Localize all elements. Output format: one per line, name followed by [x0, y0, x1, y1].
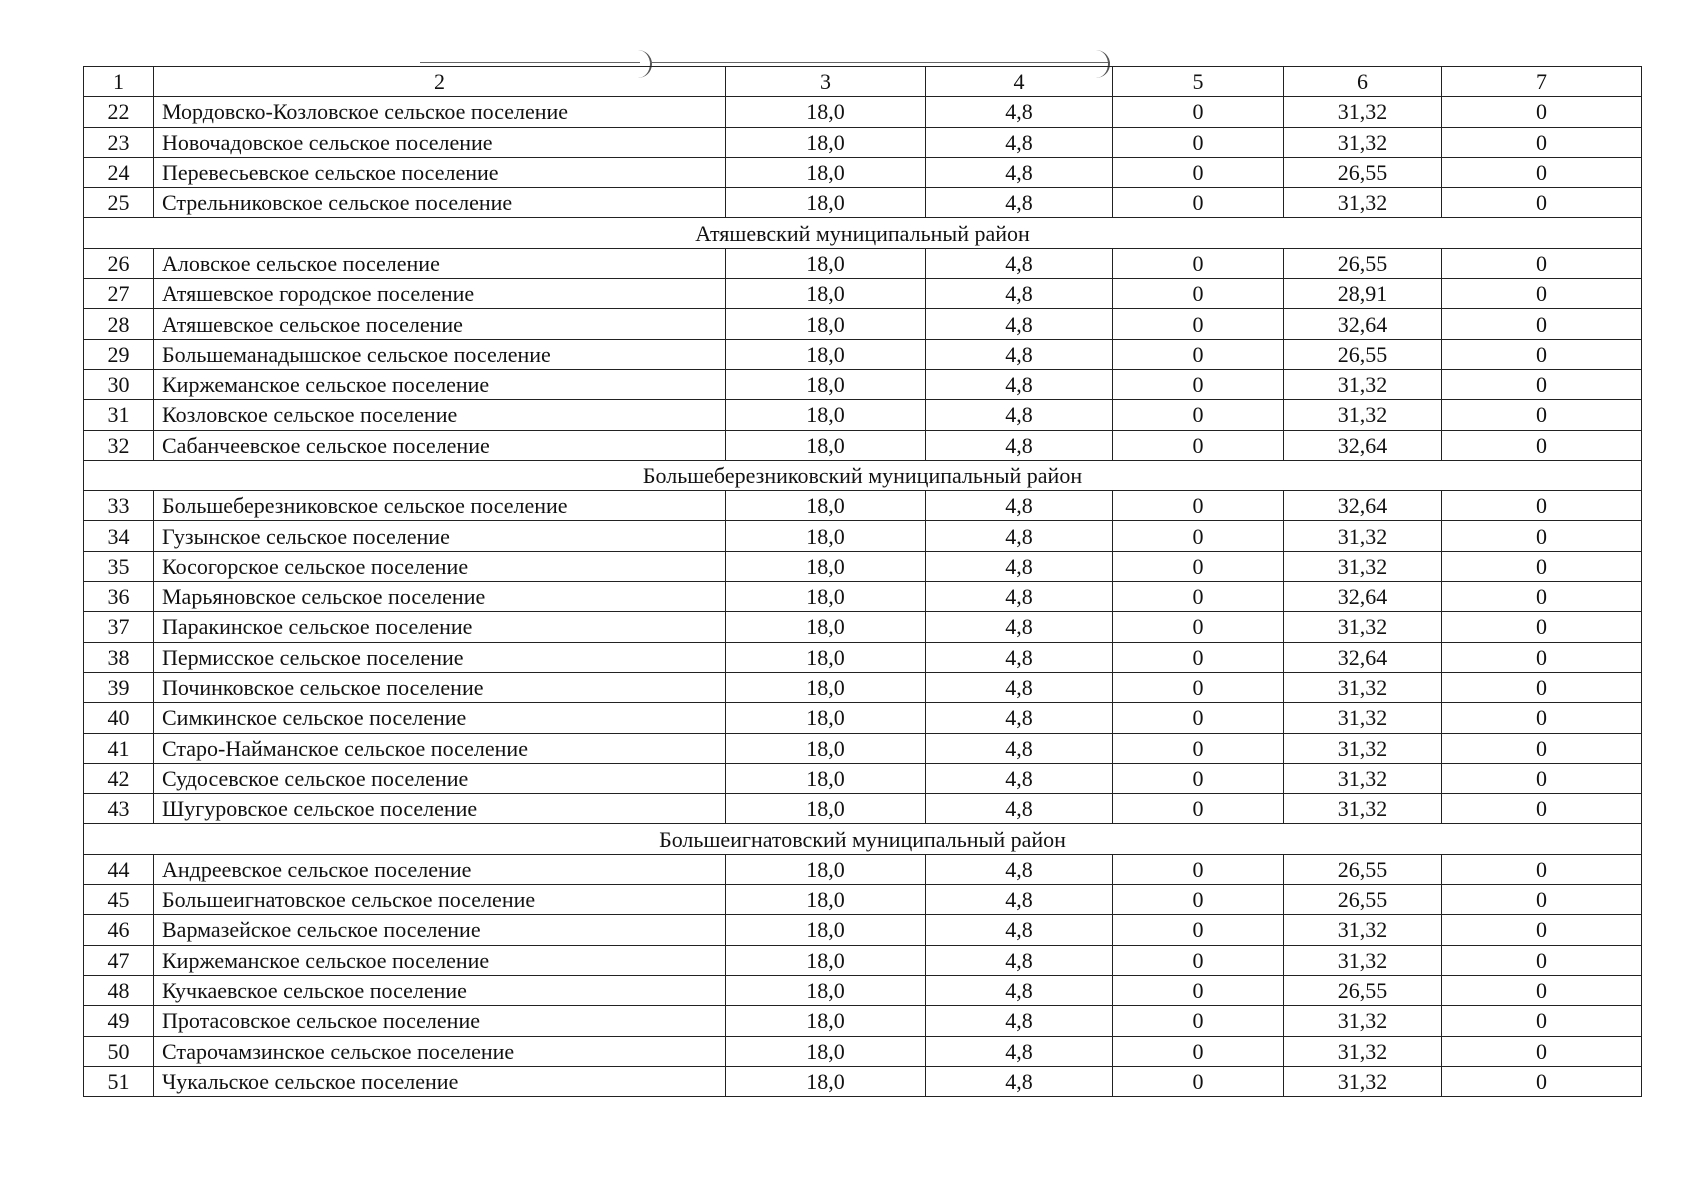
district-title: Большеигнатовский муниципальный район — [84, 824, 1642, 854]
row-number: 29 — [84, 339, 154, 369]
col-4-value: 4,8 — [926, 885, 1113, 915]
col-3-value: 18,0 — [726, 1006, 926, 1036]
row-number: 37 — [84, 612, 154, 642]
settlement-name: Атяшевское сельское поселение — [154, 309, 726, 339]
col-7-value: 0 — [1442, 157, 1642, 187]
table-row — [84, 975, 1642, 1005]
table-row — [84, 248, 1642, 278]
col-6-value: 31,32 — [1284, 945, 1442, 975]
table-row — [84, 945, 1642, 975]
table-header-row — [84, 67, 1642, 97]
row-number: 27 — [84, 279, 154, 309]
col-6-value: 31,32 — [1284, 551, 1442, 581]
col-3-value: 18,0 — [726, 309, 926, 339]
col-4-value: 4,8 — [926, 1006, 1113, 1036]
col-7-value: 0 — [1442, 309, 1642, 339]
col-6-value: 26,55 — [1284, 157, 1442, 187]
col-7-value: 0 — [1442, 642, 1642, 672]
row-number: 47 — [84, 945, 154, 975]
col-5-value: 0 — [1113, 672, 1284, 702]
col-4-value: 4,8 — [926, 794, 1113, 824]
col-3-value: 18,0 — [726, 551, 926, 581]
header-cell-7: 7 — [1442, 67, 1642, 97]
col-5-value: 0 — [1113, 157, 1284, 187]
col-4-value: 4,8 — [926, 854, 1113, 884]
table-row — [84, 400, 1642, 430]
data-table — [83, 66, 1642, 1097]
col-5-value: 0 — [1113, 763, 1284, 793]
col-7-value: 0 — [1442, 369, 1642, 399]
col-4-value: 4,8 — [926, 703, 1113, 733]
settlement-name: Мордовско-Козловское сельское поселение — [154, 97, 726, 127]
row-number: 35 — [84, 551, 154, 581]
col-7-value: 0 — [1442, 97, 1642, 127]
col-6-value: 31,32 — [1284, 763, 1442, 793]
col-4-value: 4,8 — [926, 915, 1113, 945]
header-cell-3: 3 — [726, 67, 926, 97]
row-number: 25 — [84, 188, 154, 218]
district-title: Большеберезниковский муниципальный район — [84, 460, 1642, 490]
col-7-value: 0 — [1442, 733, 1642, 763]
col-5-value: 0 — [1113, 1006, 1284, 1036]
col-3-value: 18,0 — [726, 794, 926, 824]
col-7-value: 0 — [1442, 763, 1642, 793]
district-title: Атяшевский муниципальный район — [84, 218, 1642, 248]
row-number: 43 — [84, 794, 154, 824]
col-3-value: 18,0 — [726, 521, 926, 551]
col-6-value: 31,32 — [1284, 1066, 1442, 1096]
col-4-value: 4,8 — [926, 551, 1113, 581]
row-number: 49 — [84, 1006, 154, 1036]
settlement-name: Судосевское сельское поселение — [154, 763, 726, 793]
col-6-value: 32,64 — [1284, 309, 1442, 339]
row-number: 50 — [84, 1036, 154, 1066]
settlement-name: Андреевское сельское поселение — [154, 854, 726, 884]
col-5-value: 0 — [1113, 339, 1284, 369]
col-7-value: 0 — [1442, 794, 1642, 824]
table-row — [84, 794, 1642, 824]
col-3-value: 18,0 — [726, 1036, 926, 1066]
district-header-row — [84, 460, 1642, 490]
col-4-value: 4,8 — [926, 1036, 1113, 1066]
col-5-value: 0 — [1113, 1066, 1284, 1096]
col-7-value: 0 — [1442, 551, 1642, 581]
col-4-value: 4,8 — [926, 733, 1113, 763]
col-6-value: 31,32 — [1284, 672, 1442, 702]
col-5-value: 0 — [1113, 430, 1284, 460]
settlement-name: Большеберезниковское сельское поселение — [154, 491, 726, 521]
col-3-value: 18,0 — [726, 672, 926, 702]
col-5-value: 0 — [1113, 521, 1284, 551]
table-row — [84, 582, 1642, 612]
col-6-value: 28,91 — [1284, 279, 1442, 309]
col-4-value: 4,8 — [926, 248, 1113, 278]
col-5-value: 0 — [1113, 188, 1284, 218]
row-number: 22 — [84, 97, 154, 127]
settlement-name: Пермисское сельское поселение — [154, 642, 726, 672]
col-6-value: 31,32 — [1284, 1006, 1442, 1036]
col-4-value: 4,8 — [926, 97, 1113, 127]
col-3-value: 18,0 — [726, 279, 926, 309]
table-row — [84, 1006, 1642, 1036]
table-row — [84, 279, 1642, 309]
col-3-value: 18,0 — [726, 339, 926, 369]
col-4-value: 4,8 — [926, 945, 1113, 975]
col-4-value: 4,8 — [926, 279, 1113, 309]
col-5-value: 0 — [1113, 551, 1284, 581]
col-6-value: 32,64 — [1284, 582, 1442, 612]
col-3-value: 18,0 — [726, 642, 926, 672]
row-number: 40 — [84, 703, 154, 733]
row-number: 33 — [84, 491, 154, 521]
col-7-value: 0 — [1442, 127, 1642, 157]
col-3-value: 18,0 — [726, 885, 926, 915]
col-3-value: 18,0 — [726, 733, 926, 763]
row-number: 31 — [84, 400, 154, 430]
col-6-value: 31,32 — [1284, 794, 1442, 824]
col-6-value: 32,64 — [1284, 642, 1442, 672]
settlement-name: Большеигнатовское сельское поселение — [154, 885, 726, 915]
header-cell-1: 1 — [84, 67, 154, 97]
col-7-value: 0 — [1442, 430, 1642, 460]
col-3-value: 18,0 — [726, 188, 926, 218]
col-5-value: 0 — [1113, 703, 1284, 733]
table-row — [84, 491, 1642, 521]
binder-line-middle — [650, 62, 1110, 63]
col-5-value: 0 — [1113, 1036, 1284, 1066]
col-5-value: 0 — [1113, 491, 1284, 521]
col-5-value: 0 — [1113, 400, 1284, 430]
row-number: 46 — [84, 915, 154, 945]
table-row — [84, 915, 1642, 945]
col-5-value: 0 — [1113, 127, 1284, 157]
table-row — [84, 733, 1642, 763]
col-5-value: 0 — [1113, 279, 1284, 309]
settlement-name: Чукальское сельское поселение — [154, 1066, 726, 1096]
col-7-value: 0 — [1442, 248, 1642, 278]
settlement-name: Киржеманское сельское поселение — [154, 369, 726, 399]
binder-line-left — [420, 62, 640, 63]
settlement-name: Новочадовское сельское поселение — [154, 127, 726, 157]
col-6-value: 31,32 — [1284, 1036, 1442, 1066]
header-cell-2: 2 — [154, 67, 726, 97]
col-6-value: 26,55 — [1284, 248, 1442, 278]
district-header-row — [84, 824, 1642, 854]
col-6-value: 31,32 — [1284, 703, 1442, 733]
col-5-value: 0 — [1113, 915, 1284, 945]
col-7-value: 0 — [1442, 975, 1642, 1005]
table-row — [84, 612, 1642, 642]
col-3-value: 18,0 — [726, 1066, 926, 1096]
district-header-row — [84, 218, 1642, 248]
col-6-value: 32,64 — [1284, 430, 1442, 460]
row-number: 51 — [84, 1066, 154, 1096]
col-3-value: 18,0 — [726, 854, 926, 884]
table-row — [84, 339, 1642, 369]
col-7-value: 0 — [1442, 612, 1642, 642]
row-number: 28 — [84, 309, 154, 339]
settlement-name: Паракинское сельское поселение — [154, 612, 726, 642]
table-row — [84, 672, 1642, 702]
col-3-value: 18,0 — [726, 945, 926, 975]
settlement-name: Большеманадышское сельское поселение — [154, 339, 726, 369]
col-3-value: 18,0 — [726, 612, 926, 642]
col-4-value: 4,8 — [926, 582, 1113, 612]
col-4-value: 4,8 — [926, 672, 1113, 702]
col-7-value: 0 — [1442, 279, 1642, 309]
table-row — [84, 551, 1642, 581]
col-5-value: 0 — [1113, 612, 1284, 642]
col-5-value: 0 — [1113, 975, 1284, 1005]
table-row — [84, 127, 1642, 157]
table-row — [84, 430, 1642, 460]
header-cell-5: 5 — [1113, 67, 1284, 97]
col-6-value: 31,32 — [1284, 97, 1442, 127]
settlement-name: Атяшевское городское поселение — [154, 279, 726, 309]
col-3-value: 18,0 — [726, 369, 926, 399]
col-5-value: 0 — [1113, 642, 1284, 672]
col-6-value: 31,32 — [1284, 915, 1442, 945]
row-number: 36 — [84, 582, 154, 612]
settlement-name: Гузынское сельское поселение — [154, 521, 726, 551]
col-7-value: 0 — [1442, 703, 1642, 733]
col-4-value: 4,8 — [926, 369, 1113, 399]
table-row — [84, 157, 1642, 187]
col-4-value: 4,8 — [926, 309, 1113, 339]
col-7-value: 0 — [1442, 945, 1642, 975]
col-3-value: 18,0 — [726, 491, 926, 521]
row-number: 26 — [84, 248, 154, 278]
col-7-value: 0 — [1442, 188, 1642, 218]
col-6-value: 26,55 — [1284, 885, 1442, 915]
col-4-value: 4,8 — [926, 339, 1113, 369]
row-number: 32 — [84, 430, 154, 460]
table-row — [84, 885, 1642, 915]
settlement-name: Протасовское сельское поселение — [154, 1006, 726, 1036]
col-7-value: 0 — [1442, 521, 1642, 551]
settlement-name: Старо-Наймaнское сельское поселение — [154, 733, 726, 763]
col-6-value: 26,55 — [1284, 339, 1442, 369]
col-5-value: 0 — [1113, 97, 1284, 127]
col-6-value: 31,32 — [1284, 733, 1442, 763]
col-7-value: 0 — [1442, 491, 1642, 521]
col-4-value: 4,8 — [926, 400, 1113, 430]
settlement-name: Вармазейское сельское поселение — [154, 915, 726, 945]
settlement-name: Симкинское сельское поселение — [154, 703, 726, 733]
row-number: 38 — [84, 642, 154, 672]
col-5-value: 0 — [1113, 369, 1284, 399]
col-5-value: 0 — [1113, 794, 1284, 824]
col-7-value: 0 — [1442, 885, 1642, 915]
col-7-value: 0 — [1442, 672, 1642, 702]
col-5-value: 0 — [1113, 309, 1284, 339]
table-row — [84, 763, 1642, 793]
table-row — [84, 309, 1642, 339]
col-6-value: 26,55 — [1284, 854, 1442, 884]
settlement-name: Аловское сельское поселение — [154, 248, 726, 278]
col-7-value: 0 — [1442, 1066, 1642, 1096]
col-4-value: 4,8 — [926, 157, 1113, 187]
table-body — [84, 67, 1642, 1097]
col-5-value: 0 — [1113, 945, 1284, 975]
col-6-value: 31,32 — [1284, 400, 1442, 430]
row-number: 34 — [84, 521, 154, 551]
row-number: 23 — [84, 127, 154, 157]
col-7-value: 0 — [1442, 339, 1642, 369]
col-7-value: 0 — [1442, 1036, 1642, 1066]
settlement-name: Починковское сельское поселение — [154, 672, 726, 702]
col-7-value: 0 — [1442, 854, 1642, 884]
col-4-value: 4,8 — [926, 127, 1113, 157]
col-4-value: 4,8 — [926, 491, 1113, 521]
col-6-value: 31,32 — [1284, 369, 1442, 399]
col-3-value: 18,0 — [726, 248, 926, 278]
settlement-name: Кучкаевское сельское поселение — [154, 975, 726, 1005]
col-6-value: 31,32 — [1284, 612, 1442, 642]
row-number: 44 — [84, 854, 154, 884]
settlement-name: Косогорское сельское поселение — [154, 551, 726, 581]
col-7-value: 0 — [1442, 400, 1642, 430]
col-5-value: 0 — [1113, 854, 1284, 884]
table-row — [84, 369, 1642, 399]
col-3-value: 18,0 — [726, 97, 926, 127]
settlement-name: Шугуровское сельское поселение — [154, 794, 726, 824]
col-3-value: 18,0 — [726, 703, 926, 733]
settlement-name: Марьяновское сельское поселение — [154, 582, 726, 612]
table-row — [84, 703, 1642, 733]
col-3-value: 18,0 — [726, 975, 926, 1005]
col-6-value: 31,32 — [1284, 521, 1442, 551]
row-number: 48 — [84, 975, 154, 1005]
settlement-name: Стрельниковское сельское поселение — [154, 188, 726, 218]
col-3-value: 18,0 — [726, 763, 926, 793]
table-row — [84, 1036, 1642, 1066]
col-3-value: 18,0 — [726, 582, 926, 612]
col-5-value: 0 — [1113, 248, 1284, 278]
col-3-value: 18,0 — [726, 915, 926, 945]
col-4-value: 4,8 — [926, 521, 1113, 551]
row-number: 45 — [84, 885, 154, 915]
col-3-value: 18,0 — [726, 430, 926, 460]
col-5-value: 0 — [1113, 582, 1284, 612]
col-4-value: 4,8 — [926, 1066, 1113, 1096]
settlement-name: Перевесьевское сельское поселение — [154, 157, 726, 187]
header-cell-6: 6 — [1284, 67, 1442, 97]
col-6-value: 26,55 — [1284, 975, 1442, 1005]
table-row — [84, 97, 1642, 127]
settlement-name: Сабанчеевское сельское поселение — [154, 430, 726, 460]
row-number: 24 — [84, 157, 154, 187]
col-3-value: 18,0 — [726, 157, 926, 187]
col-6-value: 31,32 — [1284, 127, 1442, 157]
col-4-value: 4,8 — [926, 763, 1113, 793]
table-row — [84, 521, 1642, 551]
row-number: 41 — [84, 733, 154, 763]
col-4-value: 4,8 — [926, 642, 1113, 672]
row-number: 30 — [84, 369, 154, 399]
table-row — [84, 854, 1642, 884]
settlement-name: Старочамзинское сельское поселение — [154, 1036, 726, 1066]
col-6-value: 32,64 — [1284, 491, 1442, 521]
col-4-value: 4,8 — [926, 975, 1113, 1005]
settlement-name: Козловское сельское поселение — [154, 400, 726, 430]
col-4-value: 4,8 — [926, 430, 1113, 460]
row-number: 39 — [84, 672, 154, 702]
col-5-value: 0 — [1113, 733, 1284, 763]
col-7-value: 0 — [1442, 1006, 1642, 1036]
col-5-value: 0 — [1113, 885, 1284, 915]
col-3-value: 18,0 — [726, 400, 926, 430]
header-cell-4: 4 — [926, 67, 1113, 97]
col-7-value: 0 — [1442, 582, 1642, 612]
settlement-name: Киржеманское сельское поселение — [154, 945, 726, 975]
table-row — [84, 1066, 1642, 1096]
col-4-value: 4,8 — [926, 612, 1113, 642]
col-6-value: 31,32 — [1284, 188, 1442, 218]
table-row — [84, 188, 1642, 218]
col-4-value: 4,8 — [926, 188, 1113, 218]
col-7-value: 0 — [1442, 915, 1642, 945]
col-3-value: 18,0 — [726, 127, 926, 157]
table-row — [84, 642, 1642, 672]
row-number: 42 — [84, 763, 154, 793]
